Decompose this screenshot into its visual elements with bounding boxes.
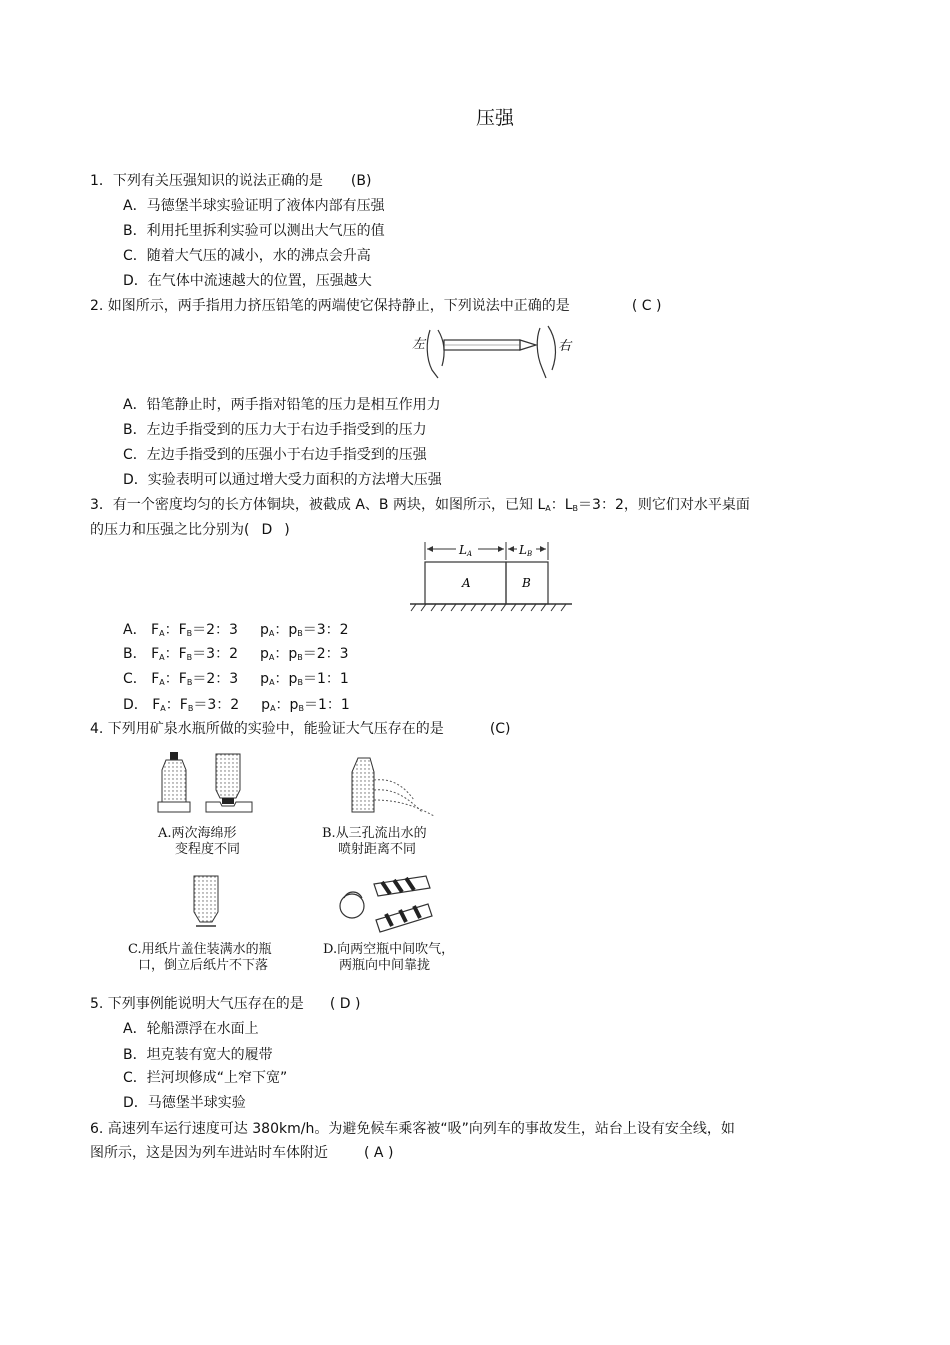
lb-sub: B	[527, 550, 533, 558]
question-3-option-b: B． $F_A$：$F_B=3$：2 $p_A$：$p_B=2$：3	[123, 646, 349, 662]
la-sub: A	[467, 550, 473, 558]
question-2-option-d: D．实验表明可以通过增大受力面积的方法增大压强	[123, 472, 442, 488]
question-3-line-1	[90, 496, 750, 518]
question-2-stem: 2. 如图所示，两手指用力挤压铅笔的两端使它保持静止，下列说法中正确的是	[90, 298, 570, 314]
question-1-option-a: A．马德堡半球实验证明了液体内部有压强	[123, 198, 385, 214]
figure-a-bottles-sponge	[156, 750, 256, 818]
figure-d-caption-2: 两瓶向中间靠拢	[339, 958, 431, 973]
question-2-answer: ( C )	[631, 298, 662, 314]
question-3-stem-end: ＝3：2，则它们对水平桌面	[578, 497, 750, 513]
question-1-answer: (B)	[350, 173, 372, 189]
question-5-option-c: C．拦河坝修成“上窄下宽”	[123, 1070, 288, 1086]
question-4	[90, 720, 511, 738]
left-finger-shape	[427, 330, 444, 378]
question-3-line-2	[90, 521, 290, 539]
figure-a-caption-2: 变程度不同	[175, 842, 241, 857]
question-3-stem-2: 的压力和压强之比分别为(	[90, 522, 250, 538]
right-finger-shape	[537, 326, 555, 378]
figure-d-blowing-bottles	[334, 874, 444, 934]
question-5-option-b: B．坦克装有宽大的履带	[123, 1047, 273, 1063]
right-label: 右	[558, 339, 572, 354]
figure-b-caption-1: B.从三孔流出水的	[322, 826, 427, 841]
figure-c-inverted-bottle	[186, 872, 226, 936]
pencil-tip	[520, 340, 536, 350]
question-6-answer: ( A )	[364, 1145, 394, 1161]
question-2	[90, 297, 661, 315]
question-1-option-c: C．随着大气压的减小，水的沸点会升高	[123, 248, 371, 264]
question-1-stem: 1．下列有关压强知识的说法正确的是	[90, 173, 323, 189]
question-3-option-d: D． $F_A$：$F_B=3$：2 $p_A$：$p_B=1$：1	[123, 697, 350, 713]
question-4-answer: (C)	[489, 721, 511, 737]
question-6-line-1: 6. 高速列车运行速度可达 380km/h。为避免候车乘客被“吸”向列车的事故发生，站台上设有安全线，如	[90, 1121, 735, 1137]
question-3-stem: 3．有一个密度均匀的长方体铜块，被截成 A、B 两块，如图所示，已知 L	[90, 497, 546, 513]
question-2-option-c: C．左边手指受到的压强小于右边手指受到的压强	[123, 447, 427, 463]
question-2-option-b: B．左边手指受到的压力大于右边手指受到的压力	[123, 422, 427, 438]
sub-b: B	[572, 504, 579, 513]
question-3-stem-tail: ：L	[550, 497, 573, 513]
page-title: 压强	[475, 107, 514, 129]
table-hatching	[411, 604, 566, 611]
question-1-option-b: B．利用托里拆利实验可以测出大气压的值	[123, 223, 385, 239]
sub-a: A	[545, 504, 551, 513]
question-3-option-a: A． $F_A$：$F_B=2$：3 $p_A$：$p_B=3$：2	[123, 622, 349, 638]
figure-c-caption-1: C.用纸片盖住装满水的瓶	[128, 942, 272, 957]
question-1-option-d: D．在气体中流速越大的位置，压强越大	[123, 273, 372, 289]
question-3-answer: D	[261, 522, 273, 538]
question-5	[90, 995, 360, 1013]
question-1	[90, 172, 371, 190]
pencil-fingers-figure	[408, 320, 578, 382]
la-label: L	[459, 543, 467, 557]
figure-d-caption-1: D.向两空瓶中间吹气，	[323, 942, 455, 957]
question-5-answer: ( D )	[329, 996, 361, 1012]
block-a-label: A	[462, 576, 471, 590]
question-5-stem: 5. 下列事例能说明大气压存在的是	[90, 996, 304, 1012]
copper-block-figure	[408, 540, 574, 614]
figure-b-bottle-holes	[348, 756, 448, 818]
question-5-option-d: D．马德堡半球实验	[123, 1095, 246, 1111]
question-6-stem: 图所示，这是因为列车进站时车体附近	[90, 1145, 328, 1161]
question-2-option-a: A．铅笔静止时，两手指对铅笔的压力是相互作用力	[123, 397, 441, 413]
left-label: 左	[412, 337, 426, 352]
question-6-line-2	[90, 1144, 393, 1162]
lb-label: L	[519, 543, 527, 557]
figure-c-caption-2: 口，倒立后纸片不下落	[138, 958, 269, 973]
question-3-option-c: C． $F_A$：$F_B=2$：3 $p_A$：$p_B=1$：1	[123, 671, 349, 687]
block-b-label: B	[522, 576, 531, 590]
figure-a-caption-1: A.两次海绵形	[158, 826, 237, 841]
question-3-close-paren: )	[284, 522, 290, 538]
figure-b-caption-2: 喷射距离不同	[338, 842, 417, 857]
question-4-stem: 4. 下列用矿泉水瓶所做的实验中，能验证大气压存在的是	[90, 721, 444, 737]
question-5-option-a: A．轮船漂浮在水面上	[123, 1021, 259, 1037]
